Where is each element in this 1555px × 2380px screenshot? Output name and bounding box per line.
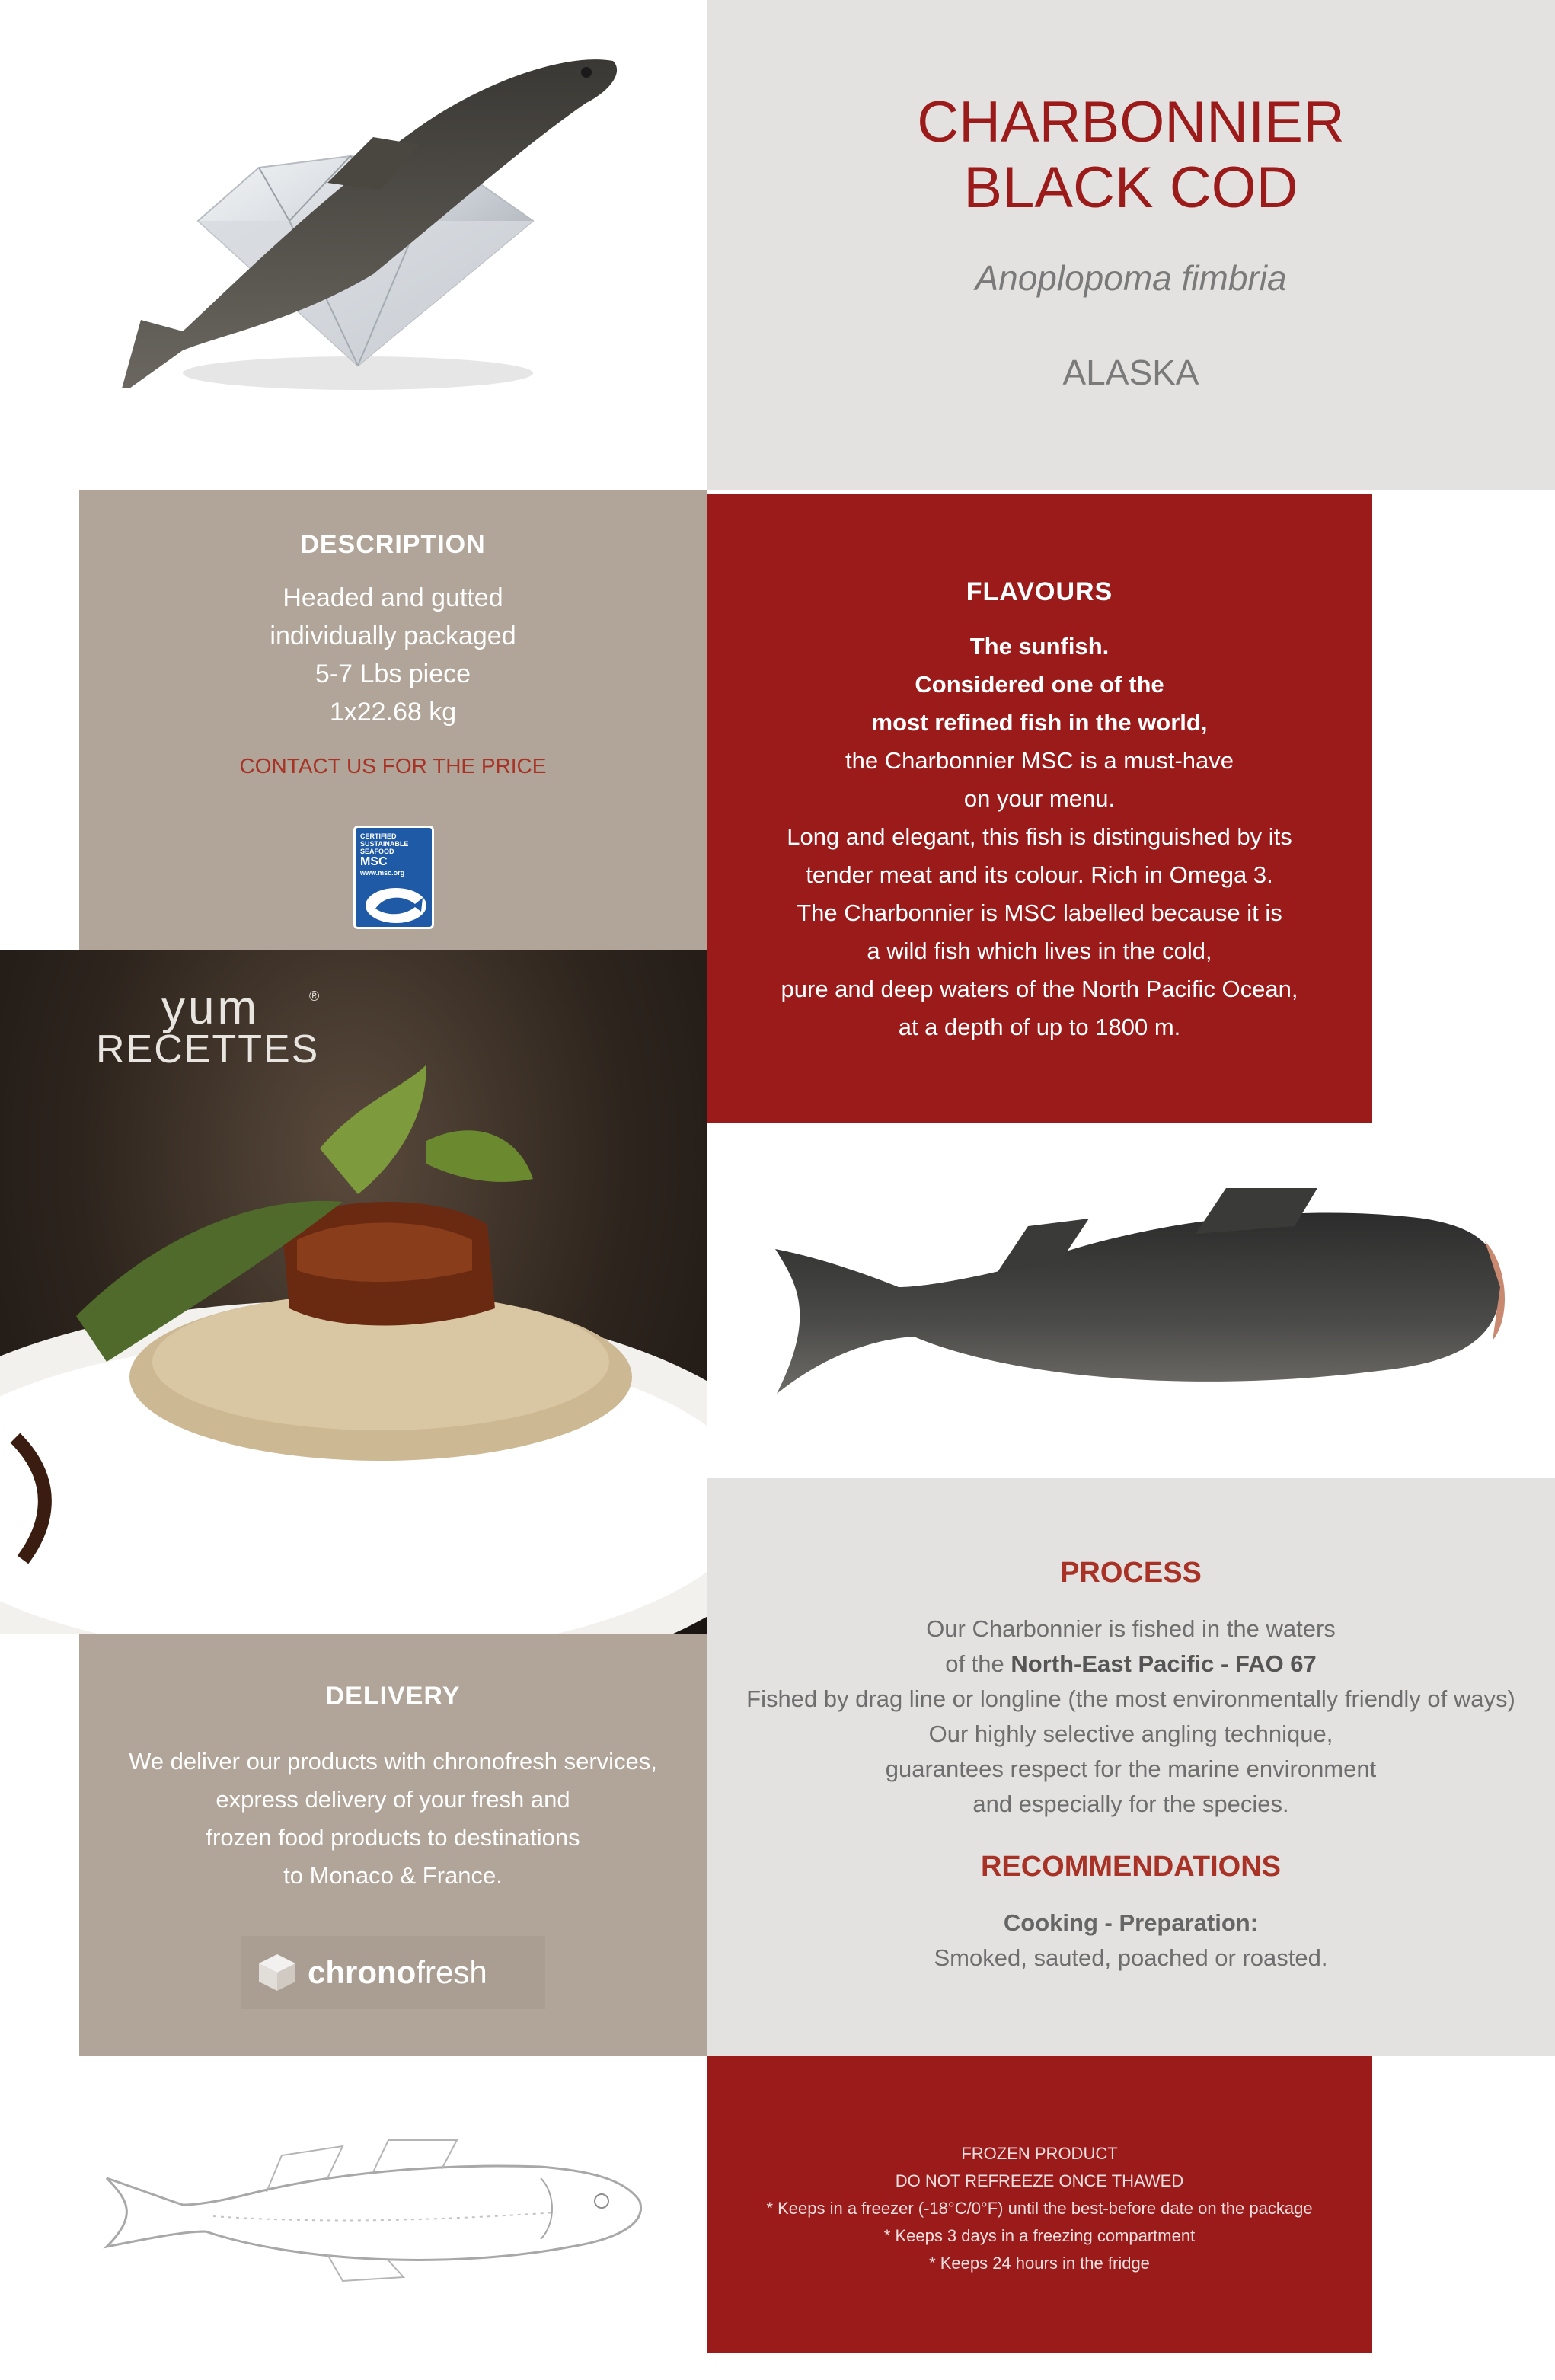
storage-panel — [707, 2056, 1372, 2353]
storage-line: FROZEN PRODUCT — [961, 2144, 1118, 2163]
msc-fish-logo — [362, 886, 430, 925]
logo-word-recettes: RECETTES — [96, 1027, 320, 1072]
flavours-bold-line: The sunfish. — [969, 633, 1110, 660]
process-line: Fished by drag line or longline (the most environmentally friendly of ways) — [746, 1685, 1515, 1712]
fish-line-drawing — [99, 2132, 655, 2285]
chronofresh-logo[interactable] — [241, 1936, 545, 2009]
flavours-bold-line: Considered one of the — [915, 671, 1164, 698]
chronofresh-wordmark: chronofresh — [308, 1954, 487, 1990]
process-heading: PROCESS — [1060, 1557, 1202, 1589]
flavours-line: tender meat and its colour. Rich in Omega 3. — [806, 861, 1273, 888]
recommendations-heading: RECOMMENDATIONS — [980, 1851, 1282, 1883]
flavours-line: a wild fish which lives in the cold, — [867, 938, 1212, 964]
flavours-line: Long and elegant, this fish is distinguished by its — [787, 823, 1292, 850]
description-list — [79, 579, 707, 731]
contact-price-link[interactable]: CONTACT US FOR THE PRICE — [239, 754, 547, 778]
description-line: individually packaged — [270, 621, 516, 650]
storage-notes — [707, 2140, 1372, 2277]
description-line: 1x22.68 kg — [329, 698, 457, 727]
flavours-line: at a depth of up to 1800 m. — [898, 1014, 1181, 1040]
fish-photo — [769, 1173, 1515, 1424]
process-line: guarantees respect for the marine environment — [885, 1755, 1377, 1782]
process-line: of the North-East Pacific - FAO 67 — [945, 1650, 1317, 1677]
diamond-fish-illustration — [99, 30, 647, 480]
flavours-panel — [707, 494, 1372, 1123]
yum-recettes-logo — [96, 982, 340, 1077]
storage-line: * Keeps 24 hours in the fridge — [929, 2254, 1150, 2273]
description-panel — [79, 490, 707, 950]
product-title — [707, 90, 1555, 221]
process-line: Our Charbonnier is fished in the waters — [926, 1615, 1336, 1642]
flavours-line: on your menu. — [963, 785, 1116, 812]
latin-name: Anoplopoma fimbria — [975, 258, 1287, 298]
origin-label: ALASKA — [1062, 353, 1199, 392]
storage-line: DO NOT REFREEZE ONCE THAWED — [895, 2171, 1184, 2190]
flavours-text — [707, 628, 1372, 1046]
storage-line: * Keeps in a freezer (-18°C/0°F) until the best-before date on the package — [766, 2199, 1313, 2218]
description-line: 5-7 Lbs piece — [315, 660, 471, 688]
msc-badge — [353, 826, 434, 929]
chronofresh-cube-icon — [257, 1953, 297, 1992]
delivery-line: to Monaco & France. — [283, 1862, 503, 1889]
flavours-line: the Charbonnier MSC is a must-have — [845, 747, 1234, 774]
process-line: and especially for the species. — [972, 1791, 1289, 1817]
product-title-line1: CHARBONNIER — [917, 90, 1345, 155]
logo-word-yum: yum — [161, 982, 260, 1034]
recommendations-subheading: Cooking - Preparation: — [1003, 1909, 1259, 1936]
delivery-panel — [79, 1634, 707, 2056]
delivery-heading: DELIVERY — [325, 1682, 461, 1711]
flavours-line: The Charbonnier is MSC labelled because it is — [797, 899, 1282, 926]
delivery-line: frozen food products to destinations — [206, 1824, 580, 1851]
delivery-text — [79, 1743, 707, 1895]
product-title-line2: BLACK COD — [963, 155, 1298, 220]
description-line: Headed and gutted — [283, 583, 503, 612]
title-panel — [707, 0, 1555, 490]
logo-registered: ® — [309, 989, 320, 1004]
flavours-heading: FLAVOURS — [966, 577, 1113, 606]
description-heading: DESCRIPTION — [300, 530, 486, 559]
delivery-line: We deliver our products with chronofresh services, — [129, 1748, 657, 1775]
storage-line: * Keeps 3 days in a freezing compartment — [883, 2226, 1196, 2245]
msc-badge-text: CERTIFIED SUSTAINABLE SEAFOOD MSC www.msc.org — [360, 832, 409, 877]
process-panel — [707, 1478, 1555, 2056]
recommendations-text: Smoked, sauted, poached or roasted. — [934, 1944, 1328, 1971]
process-line: Our highly selective angling technique, — [928, 1720, 1333, 1747]
process-text — [707, 1612, 1555, 1822]
flavours-line: pure and deep waters of the North Pacific Ocean, — [781, 976, 1298, 1002]
delivery-line: express delivery of your fresh and — [216, 1786, 570, 1813]
flavours-bold-line: most refined fish in the world, — [871, 709, 1208, 736]
dish-photo — [0, 950, 707, 1634]
